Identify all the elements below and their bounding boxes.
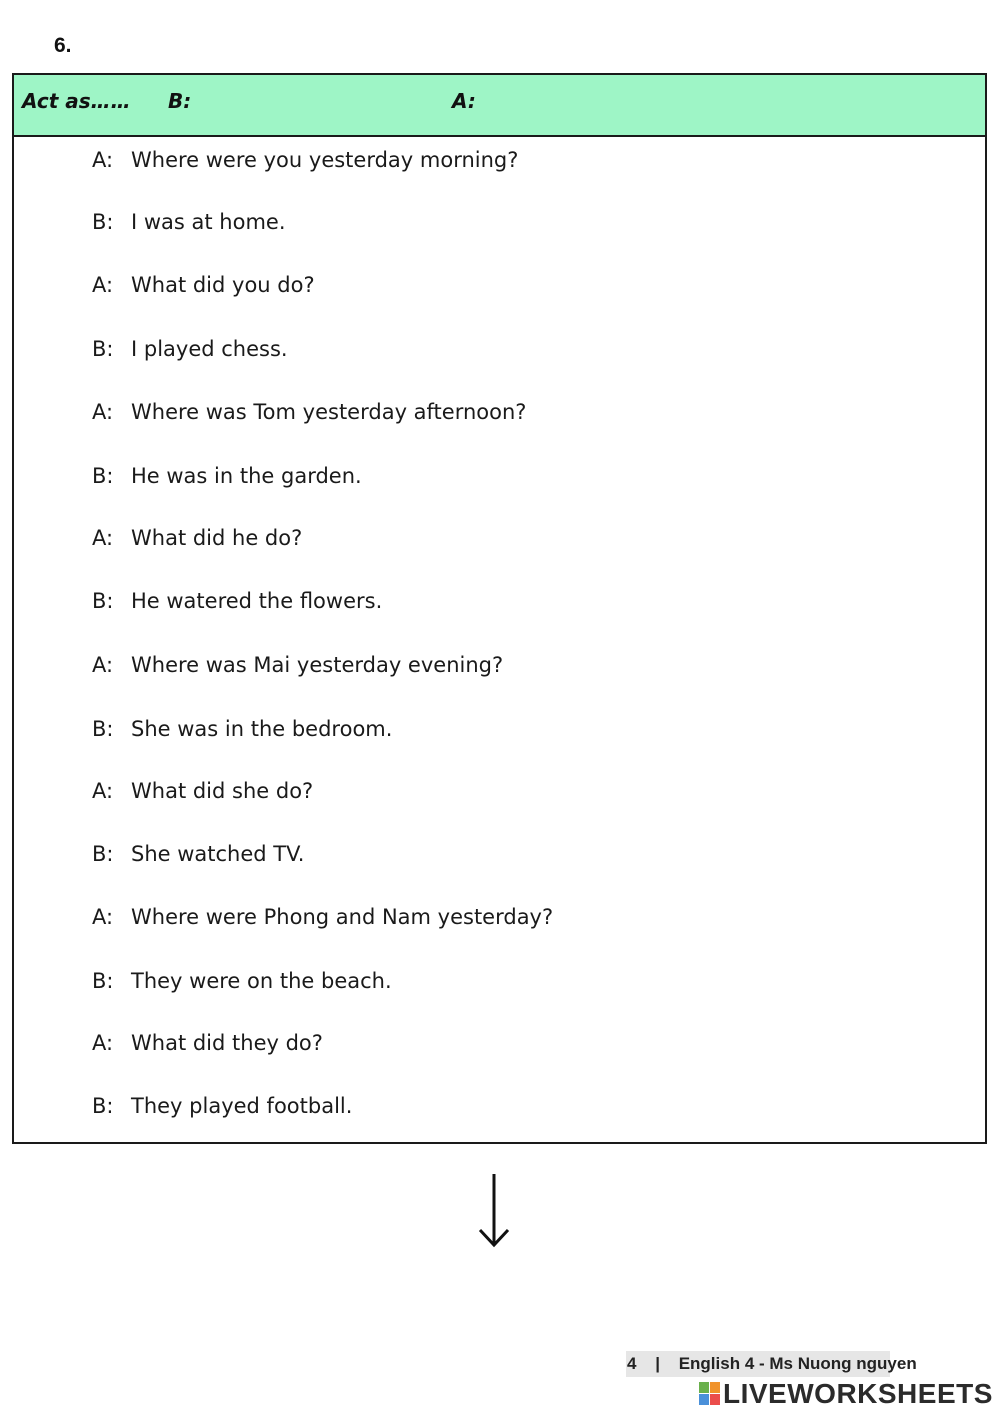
role-a-label: A:	[452, 89, 476, 113]
course-title: English 4 - Ms Nuong nguyen	[678, 1354, 917, 1373]
utterance-text: He watered the flowers.	[131, 589, 383, 613]
dialogue-line	[14, 905, 985, 945]
speaker-label: B:	[92, 589, 114, 613]
speaker-label: B:	[92, 842, 114, 866]
utterance-text: They were on the beach.	[131, 969, 392, 993]
liveworksheets-logo-icon	[699, 1382, 721, 1406]
dialogue-line	[14, 969, 985, 1009]
dialogue-line	[14, 717, 985, 757]
dialogue-line	[14, 273, 985, 313]
act-as-label: Act as……	[22, 89, 131, 113]
utterance-text: She watched TV.	[131, 842, 305, 866]
utterance-text: He was in the garden.	[131, 464, 362, 488]
speaker-label: A:	[92, 400, 114, 424]
dialogue-line	[14, 1094, 985, 1134]
utterance-text: Where was Tom yesterday afternoon?	[131, 400, 527, 424]
speaker-label: A:	[92, 273, 114, 297]
liveworksheets-brand	[699, 1378, 993, 1410]
utterance-text: What did he do?	[131, 526, 303, 550]
dialogue-line	[14, 1031, 985, 1071]
role-b-label: B:	[168, 89, 192, 113]
speaker-label: B:	[92, 210, 114, 234]
utterance-text: What did she do?	[131, 779, 314, 803]
down-arrow-icon	[474, 1172, 514, 1250]
dialogue-line	[14, 779, 985, 819]
utterance-text: I played chess.	[131, 337, 288, 361]
dialogue-line	[14, 526, 985, 566]
speaker-label: A:	[92, 905, 114, 929]
utterance-text: I was at home.	[131, 210, 286, 234]
dialogue-line	[14, 653, 985, 693]
role-header	[14, 75, 985, 137]
dialogue-line	[14, 589, 985, 629]
speaker-label: A:	[92, 779, 114, 803]
page-footer	[626, 1351, 917, 1377]
dialogue-line	[14, 337, 985, 377]
speaker-label: B:	[92, 1094, 114, 1118]
page-number: 4	[627, 1354, 637, 1373]
exercise-number: 6.	[54, 34, 72, 57]
utterance-text: What did they do?	[131, 1031, 323, 1055]
footer-separator: |	[655, 1354, 660, 1373]
speaker-label: A:	[92, 653, 114, 677]
dialogue-line	[14, 400, 985, 440]
dialogue-line	[14, 148, 985, 188]
utterance-text: They played football.	[131, 1094, 353, 1118]
speaker-label: B:	[92, 717, 114, 741]
speaker-label: B:	[92, 337, 114, 361]
speaker-label: A:	[92, 1031, 114, 1055]
dialogue-line	[14, 210, 985, 250]
dialogue-line	[14, 464, 985, 504]
speaker-label: B:	[92, 464, 114, 488]
utterance-text: She was in the bedroom.	[131, 717, 393, 741]
speaker-label: B:	[92, 969, 114, 993]
utterance-text: Where were you yesterday morning?	[131, 148, 519, 172]
dialogue-box	[12, 73, 987, 1144]
utterance-text: Where was Mai yesterday evening?	[131, 653, 504, 677]
brand-name: LIVEWORKSHEETS	[723, 1378, 993, 1409]
dialogue-line	[14, 842, 985, 882]
utterance-text: What did you do?	[131, 273, 315, 297]
speaker-label: A:	[92, 526, 114, 550]
utterance-text: Where were Phong and Nam yesterday?	[131, 905, 554, 929]
speaker-label: A:	[92, 148, 114, 172]
